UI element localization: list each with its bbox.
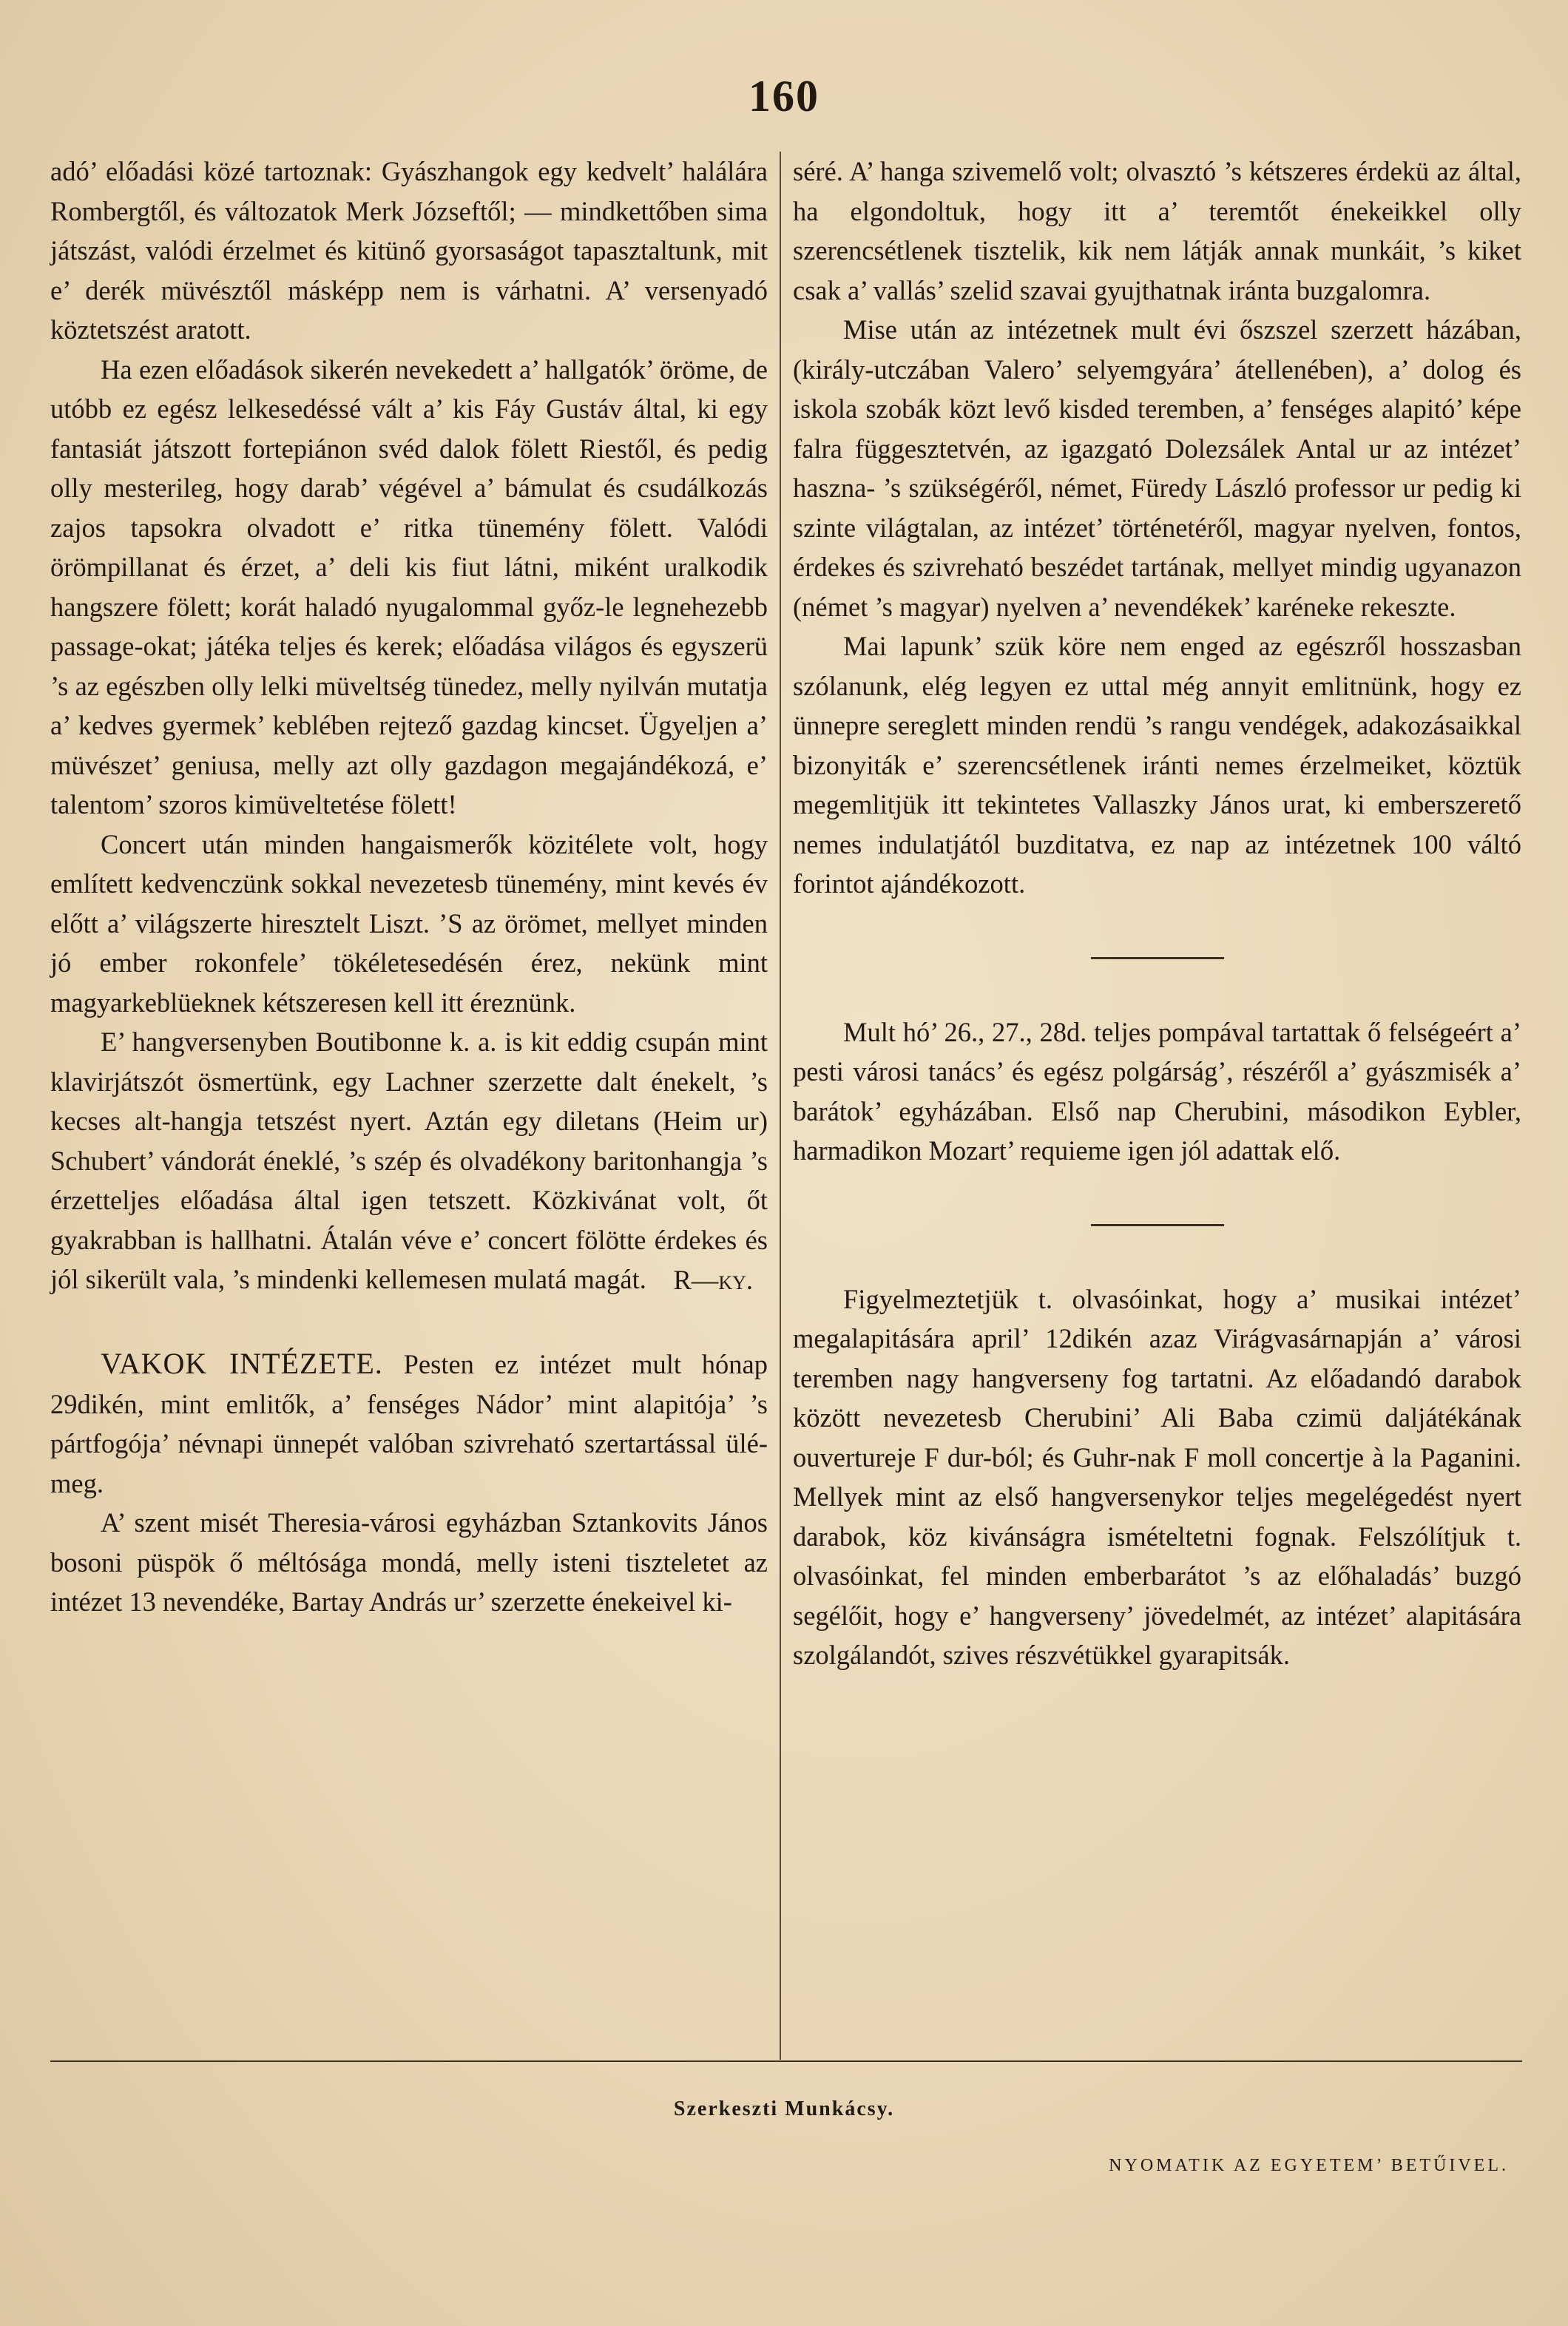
section-paragraph	[50, 1344, 768, 1503]
section-separator	[1091, 957, 1224, 959]
page-number: 160	[748, 72, 820, 121]
paragraph: séré. A’ hanga szivemelő volt; olvasztó ’s kétszeres érdekü az által, ha elgondoltuk, hogy itt a’ teremtőt énekeikkel olly szerencsétlenek tisztelik, kik nem látják annak munkáit, ’s kiket csak a’ vallás’ szelid szavai gyujthatnak iránta buzgalomra.	[793, 156, 1521, 305]
section-separator	[1091, 1224, 1224, 1226]
paragraph: A’ szent misét Theresia-városi egyházban Sztankovits János bosoni püspök ő méltósága mondá, melly isteni tiszteletet az intézet 13 nevendéke, Bartay András ur’ szerzette énekeivel ki-	[50, 1507, 768, 1617]
paragraph: adó’ előadási közé tartoznak: Gyászhangok egy kedvelt’ halálára Rombergtől, és változatok Merk Józseftől; — mindkettőben sima játszást, valódi érzelmet és kitünő gyorsaságot tapasztaltunk, mit e’ derék müvésztől másképp nem is várhatni. A’ versenyadó köztetszést aratott.	[50, 156, 768, 345]
author-signature: R—ky.	[673, 1264, 753, 1295]
paragraph: Mise után az intézetnek mult évi őszszel szerzett házában, (király-utczában Valero’ selyemgyára’ átellenében), a’ dolog és iskola szobák közt levő kisded teremben, a’ fenséges alapitó’ képe falra függesztetvén, az igazgató Dolezsálek Antal ur az intézet’ haszna- ’s szükségéről, német, Füredy László professor ur pedig ki szinte világtalan, az intézet’ történetéről, magyar nyelven, fontos, érdekes és szivreható beszédet tartának, mellyet mindig ugyanazon (német ’s magyar) nyelven a’ nevendékek’ karéneke rekeszte.	[793, 314, 1521, 622]
paragraph: Figyelmeztetjük t. olvasóinkat, hogy a’ musikai intézet’ megalapitására april’ 12dikén azaz Virágvasárnapján a’ városi teremben nagy hangverseny fog tartatni. Az előadandó darabok között nevezetesb Cherubini’ Ali Baba czimü daljátékának ouvertureje F dur-ból; és Guhr-nak F moll concertje à la Paganini. Mellyek mint az első hangversenykor teljes megelégedést nyert darabok, köz kivánságra ismételtetni fognak. Felszólítjuk t. olvasóinkat, fel minden emberbarátot ’s az előhaladás’ buzgó segélőit, hogy e’ hangverseny’ jövedelmét, az intézet’ alapitására szolgálandót, szives részvétükkel gyarapitsák.	[793, 1283, 1521, 1670]
section-heading: VAKOK INTÉZETE.	[101, 1347, 383, 1380]
paragraph: Mai lapunk’ szük köre nem enged az egészről hosszasban szólanunk, elég legyen ez uttal még annyit emlitnünk, hogy ez ünnepre sereglett minden rendü ’s rangu vendégek, adakozásaikkal bizonyiták e’ szerencsétlenek iránti nemes érzelmeiket, köztük megemlitjük itt tekintetes Vallaszky János urat, ki emberszerető nemes indulatjától buzditatva, ez nap az intézetnek 100 váltó forintot ajándékozott.	[793, 631, 1521, 899]
column-divider	[780, 152, 781, 2060]
editor-line: Szerkeszti Munkácsy.	[673, 2097, 895, 2120]
paragraph: Concert után minden hangaismerők közitélete volt, hogy említett kedvenczünk sokkal nevezetesb tünemény, mint kevés év előtt a’ világszerte hiresztelt Liszt. ’S az örömet, mellyet minden jó ember rokonfele’ tökéletesedésén érez, nekünk mint magyarkeblüeknek kétszeresen kell itt éreznünk.	[50, 828, 768, 1018]
printer-line: NYOMATIK AZ EGYETEM’ BETŰIVEL.	[1109, 2156, 1509, 2175]
footer-rule	[50, 2060, 1522, 2062]
paragraph: Mult hó’ 26., 27., 28d. teljes pompával tartattak ő felségeért a’ pesti városi tanács’ és egész polgárság’, részéről a’ gyászmisék a’ barátok’ egyházában. Első nap Cherubini, másodikon Eybler, harmadikon Mozart’ requieme igen jól adattak elő.	[793, 1016, 1521, 1166]
left-column	[50, 152, 768, 1622]
right-column	[793, 152, 1521, 1675]
paragraph-text: Pesten ez intézet mult hónap 29dikén, mint emlitők, a’ fenséges Nádor’ mint alapitója’ ’s pártfogója’ névnapi ünnepét valóban szivreható szertartással ülé-meg.	[50, 1349, 768, 1498]
paragraph: Ha ezen előadások sikerén nevekedett a’ hallgatók’ öröme, de utóbb ez egész lelkesedéssé vált a’ kis Fáy Gustáv által, ki egy fantasiát játszott fortepiánon svéd dalok fölett Riestől, és pedig olly mesterileg, hogy darab’ végével a’ bámulat és csudálkozás zajos tapsokra olvadott e’ ritka tünemény fölett. Valódi örömpillanat és érzet, a’ deli kis fiut látni, miként uralkodik hangszere fölett; korát haladó nyugalommal győz-le legnehezebb passage-okat; játéka teljes és kerek; előadása világos és egyszerü ’s az egészben olly lelki müveltség tünedez, melly nyilván mutatja a’ kedves gyermek’ keblében rejtező gazdag kincset. Ügyeljen a’ müvészet’ geniusa, melly azt olly gazdagon megajándékozá, e’ talentom’ szoros kimüveltetése fölett!	[50, 354, 768, 819]
spacer	[50, 1299, 768, 1344]
paragraph: E’ hangversenyben Boutibonne k. a. is kit eddig csupán mint klavirjátszót ösmertünk, egy Lachner szerzette dalt énekelt, ’s kecses alt-hangja tetszést nyert. Aztán egy diletans (Heim ur) Schubert’ vándorát éneklé, ’s szép és olvadékony baritonhangja ’s érzetteljes előadása által igen tetszett. Közkivánat volt, őt gyakrabban is hallhatni. Átalán véve e’ concert fölötte érdekes és jól sikerült vala, ’s mindenki kellemesen mulatá magát.	[50, 1027, 768, 1294]
